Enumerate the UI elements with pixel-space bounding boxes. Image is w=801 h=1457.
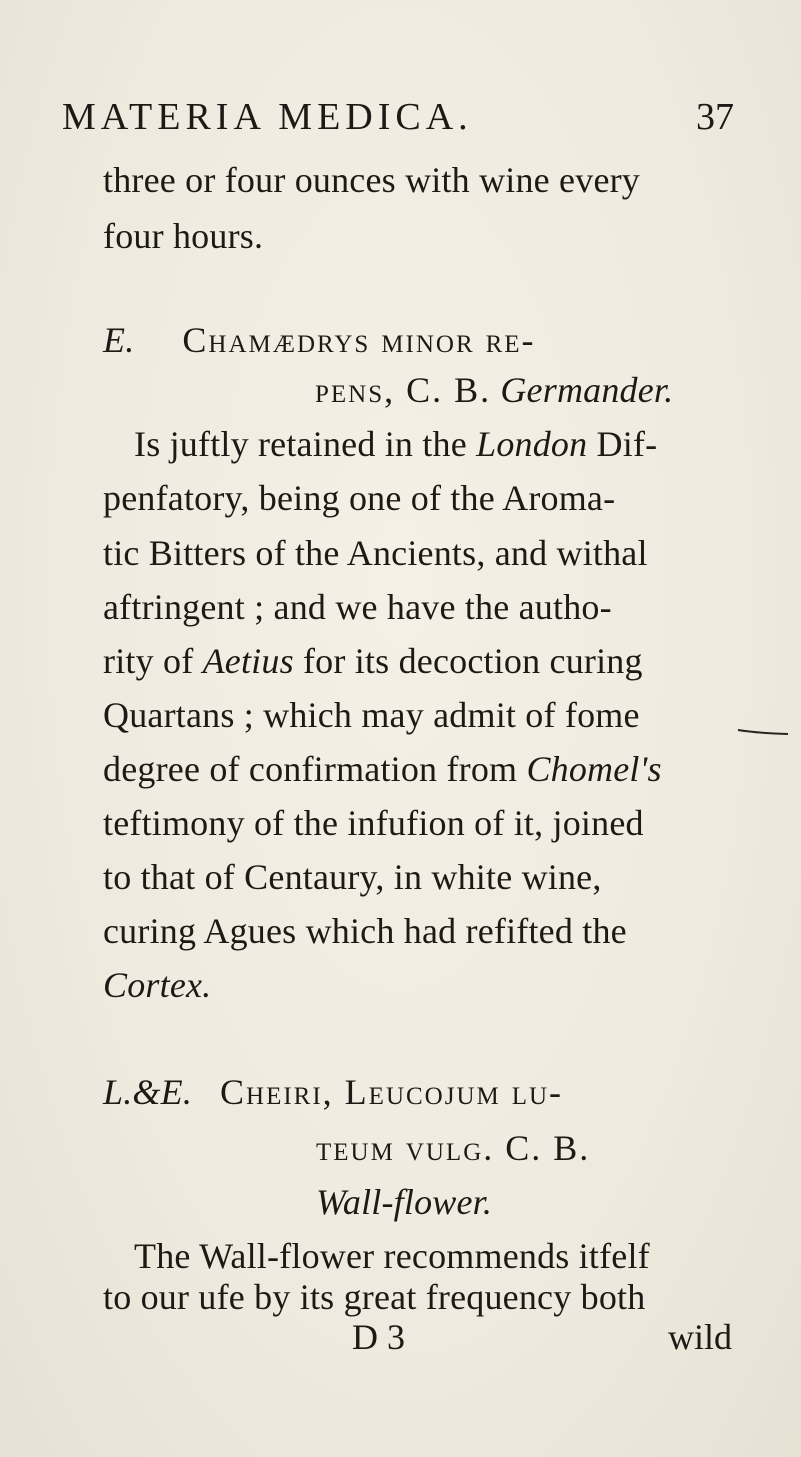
entry-heading-continued [315,366,673,414]
plant-name-cont: teum vulg. C. B. [316,1128,591,1168]
text-line: Is juftly retained in the London Dif- [134,424,658,464]
text-line: degree of confirmation from Chomel's [103,749,662,789]
entry-heading [103,1068,563,1116]
text-line: three or four ounces with wine every [103,160,641,200]
text-line: aftringent ; and we have the autho- [103,587,612,627]
entry-heading [103,316,536,364]
english-name: Wall-flower. [316,1182,493,1222]
page-footer [102,1313,732,1361]
page-number: 37 [696,96,734,138]
plant-name: Chamædrys minor re- [182,320,536,360]
text-line: teftimony of the infufion of it, joined [103,803,644,843]
text-line: to our ufe by its great frequency both [103,1277,646,1317]
text-line: penfatory, being one of the Aroma- [103,478,616,518]
running-header [62,92,734,142]
text-line: The Wall-flower recommends itfelf [134,1236,650,1276]
text-line: tic Bitters of the Ancients, and withal [103,533,648,573]
text-line: Quartans ; which may admit of fome [103,695,640,735]
text-line: curing Agues which had refifted the [103,911,627,951]
catchword: wild [667,1317,732,1357]
dispensatory-code: E. [103,320,135,360]
dispensatory-code: L.&E. [103,1072,193,1112]
entry-heading-continued [316,1124,590,1172]
text-line: to that of Centaury, in white wine, [103,857,602,897]
text-line: four hours. [103,216,264,256]
plant-name: Cheiri, Leucojum lu- [220,1072,564,1112]
running-title: MATERIA MEDICA. [62,96,473,138]
signature-mark: D 3 [352,1317,405,1357]
text-line: Cortex. [103,965,212,1005]
margin-mark-icon [736,728,790,736]
english-name: Germander. [500,370,674,410]
plant-name-cont: pens, C. B. [315,370,492,410]
text-line: rity of Aetius for its decoction curing [103,641,643,681]
